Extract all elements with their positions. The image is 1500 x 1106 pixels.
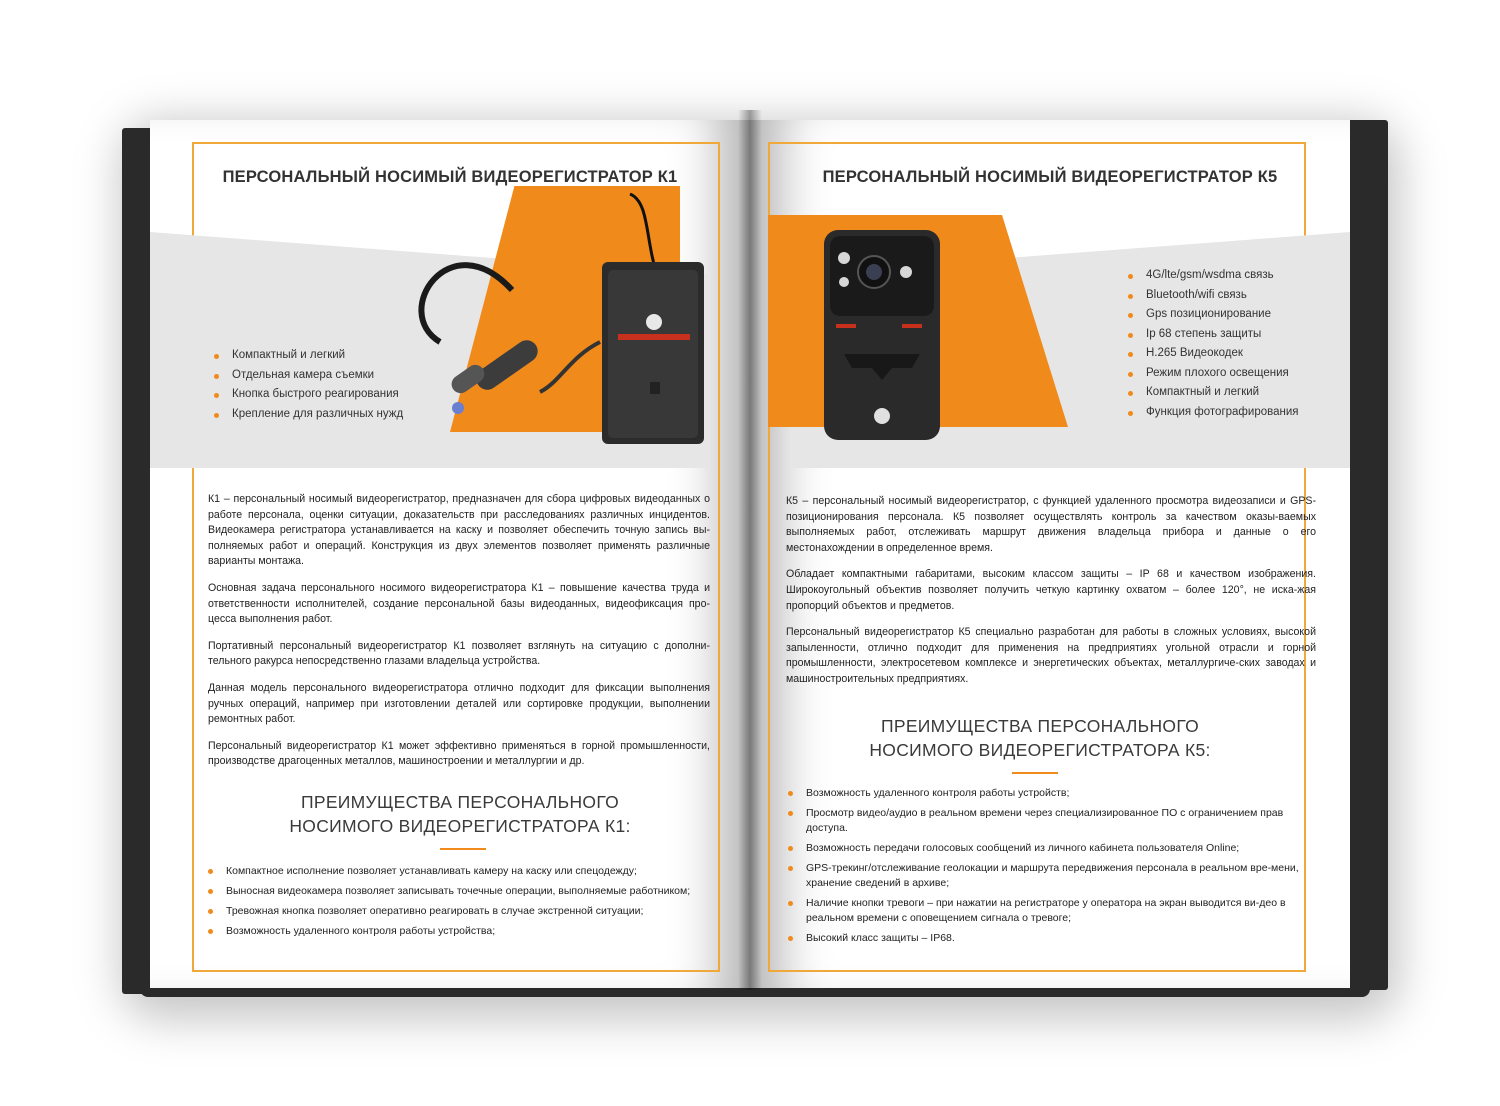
advantage-item: Высокий класс защиты – IP68. (784, 931, 1320, 946)
advantage-item: GPS-трекинг/отслеживание геолокации и маршрута передвижения персонала в реальном вре-мени, хранение сведений в архиве; (784, 861, 1320, 891)
paragraph: К5 – персональный носимый видеорегистратор, с функцией удаленного просмотра видеозаписи и GPS-позиционирования персонала. К5 позволяет осуществлять контроль за качеством оказы-ваемых выполняемых работ, отслеживать маршрут движения владельца прибора и данные о его местонахождении в определенное время. (786, 495, 1316, 554)
feature-item: Компактный и легкий (1126, 383, 1299, 403)
feature-item: Gps позиционирование (1126, 305, 1299, 325)
right-advantages-divider (1012, 772, 1058, 774)
paragraph: Основная задача персонального носимого видеорегистратора К1 – повышение качества труда и ответственности исполнителей, создание персональной базы видеоданных, видеофиксация про-цесса выполнения работ. (208, 581, 710, 626)
advantage-item: Возможность передачи голосовых сообщений из личного кабинета пользователя Online; (784, 841, 1320, 856)
feature-item: Режим плохого освещения (1126, 364, 1299, 384)
right-advantages-list (784, 786, 1320, 951)
feature-item: Компактный и легкий (212, 346, 403, 366)
paragraph: Персональный видеорегистратор К5 специально разработан для работы в сложных условиях, высокой запыленности, отлично подходит для применения на предприятиях угольной отрасли и горной промышленности, электросетевом комплексе и энергетических объектах, металлургиче-ских заводах и машиностроительных предприятиях. (786, 626, 1316, 685)
right-body-text (786, 494, 1316, 699)
feature-item: Функция фотографирования (1126, 403, 1299, 423)
feature-item: Отдельная камера съемки (212, 366, 403, 386)
advantage-item: Наличие кнопки тревоги – при нажатии на регистраторе у оператора на экран выводится ви-део в реальном времени с оповещением сигнала о тревоге; (784, 896, 1320, 926)
k1-device-image (400, 182, 730, 444)
left-advantages-title: ПРЕИМУЩЕСТВА ПЕРСОНАЛЬНОГО НОСИМОГО ВИДЕОРЕГИСТРАТОРА К1: (289, 792, 631, 836)
feature-item: 4G/lte/gsm/wsdma связь (1126, 266, 1299, 286)
advantage-item: Возможность удаленного контроля работы устройства; (204, 924, 724, 939)
paragraph: Портативный персональный видеорегистратор К1 позволяет взглянуть на ситуацию с дополни-тельного ракурса непосредственно глазами владельца устройства. (208, 639, 710, 668)
left-body-text (208, 492, 710, 781)
paragraph: Данная модель персонального видеорегистратора отлично подходит для фиксации выполнения ручных операций, например при изготовлении деталей или сортировке продукции, выполнении ремонтных работ. (208, 681, 710, 726)
paragraph: К1 – персональный носимый видеорегистратор, предназначен для сбора цифровых видеоданных о работе персонала, оценки ситуации, доказательств при расследованиях различных инцидентов. Видеокамера регистратора устанавливается на каску и позволяет обеспечить точную запись вы-полняемых работ и операций. Конструкция из двух элементов позволяет применять различные варианты монтажа. (208, 493, 710, 568)
advantage-item: Компактное исполнение позволяет устанавливать камеру на каску или спецодежду; (204, 864, 724, 879)
feature-item: Bluetooth/wifi связь (1126, 286, 1299, 306)
advantage-item: Возможность удаленного контроля работы устройств; (784, 786, 1320, 801)
feature-item: Кнопка быстрого реагирования (212, 385, 403, 405)
advantage-item: Тревожная кнопка позволяет оперативно реагировать в случае экстренной ситуации; (204, 904, 724, 919)
left-advantages-list (204, 864, 724, 944)
feature-item: Крепление для различных нужд (212, 405, 403, 425)
left-advantages-divider (440, 848, 486, 850)
right-page (750, 120, 1350, 988)
paragraph: Персональный видеорегистратор К1 может эффективно применяться в горной промышленности, производстве драгоценных металлов, машиностроении и металлургии и др. (208, 739, 710, 768)
left-page-title: ПЕРСОНАЛЬНЫЙ НОСИМЫЙ ВИДЕОРЕГИСТРАТОР К1 (222, 168, 678, 186)
right-advantages-title: ПРЕИМУЩЕСТВА ПЕРСОНАЛЬНОГО НОСИМОГО ВИДЕОРЕГИСТРАТОРА К5: (869, 716, 1211, 760)
right-feature-list (1126, 266, 1299, 422)
right-page-title: ПЕРСОНАЛЬНЫЙ НОСИМЫЙ ВИДЕОРЕГИСТРАТОР К5 (822, 168, 1278, 186)
left-page (150, 120, 750, 988)
feature-item: Ip 68 степень защиты (1126, 325, 1299, 345)
book-spine (738, 110, 762, 990)
advantage-item: Выносная видеокамера позволяет записывать точечные операции, выполняемые работником; (204, 884, 724, 899)
feature-item: H.265 Видеокодек (1126, 344, 1299, 364)
left-feature-list (212, 346, 403, 424)
advantage-item: Просмотр видео/аудио в реальном времени через специализированное ПО с ограничением прав доступа. (784, 806, 1320, 836)
paragraph: Обладает компактными габаритами, высоким классом защиты – IP 68 и качеством изображения. Широкоугольный объектив позволяет получить четкую картинку охватом – более 120°, не иска-жая пропорций объектов и предметов. (786, 568, 1316, 612)
k5-device-image (822, 228, 942, 442)
